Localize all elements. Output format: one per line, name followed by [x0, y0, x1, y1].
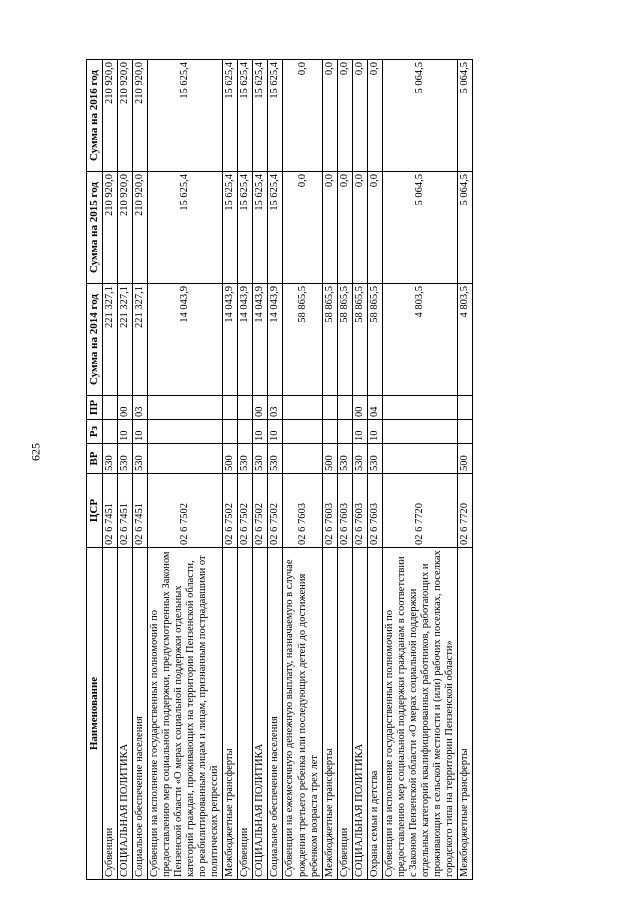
cell-name: Межбюджетные трансферты	[223, 548, 238, 880]
cell-rz	[102, 420, 117, 444]
cell-name: Субвенции	[238, 548, 253, 880]
cell-csr: 02 6 7502	[147, 474, 222, 548]
cell-sum-2014: 58 865,5	[367, 284, 382, 396]
cell-csr: 02 6 7603	[322, 474, 337, 548]
header-rz: Рз	[87, 420, 103, 444]
cell-sum-2014: 14 043,9	[268, 284, 283, 396]
cell-vr: 530	[337, 444, 352, 474]
cell-pr: 03	[132, 396, 147, 420]
cell-vr	[147, 444, 222, 474]
cell-sum-2015: 15 625,4	[253, 172, 268, 284]
cell-name: Охрана семьи и детства	[367, 548, 382, 880]
table-row	[352, 60, 367, 880]
cell-name: Социальное обеспечение населения	[268, 548, 283, 880]
cell-pr: 04	[367, 396, 382, 420]
cell-vr: 530	[253, 444, 268, 474]
cell-sum-2014: 58 865,5	[352, 284, 367, 396]
cell-sum-2016: 15 625,4	[223, 60, 238, 172]
cell-pr	[147, 396, 222, 420]
cell-sum-2015: 210 920,0	[117, 172, 132, 284]
cell-sum-2014: 58 865,5	[337, 284, 352, 396]
cell-sum-2016: 15 625,4	[238, 60, 253, 172]
cell-vr: 530	[102, 444, 117, 474]
cell-rz: 10	[253, 420, 268, 444]
table-row	[458, 60, 473, 880]
table-row	[322, 60, 337, 880]
cell-rz: 10	[132, 420, 147, 444]
cell-sum-2016: 15 625,4	[147, 60, 222, 172]
cell-sum-2015: 210 920,0	[132, 172, 147, 284]
table-row	[132, 60, 147, 880]
cell-csr: 02 6 7451	[132, 474, 147, 548]
header-sum-2016: Сумма на 2016 год	[87, 60, 103, 172]
cell-vr: 530	[268, 444, 283, 474]
cell-sum-2015: 0,0	[337, 172, 352, 284]
table-row	[102, 60, 117, 880]
cell-pr: 03	[268, 396, 283, 420]
table-row	[117, 60, 132, 880]
cell-rz	[223, 420, 238, 444]
budget-table	[86, 59, 473, 880]
cell-pr	[322, 396, 337, 420]
cell-sum-2014: 58 865,5	[283, 284, 322, 396]
cell-sum-2016: 15 625,4	[268, 60, 283, 172]
cell-name: Субвенции	[102, 548, 117, 880]
cell-pr: 00	[117, 396, 132, 420]
cell-pr	[283, 396, 322, 420]
table-header-row	[87, 60, 103, 880]
cell-name: Социальное обеспечение населения	[132, 548, 147, 880]
cell-csr: 02 6 7603	[283, 474, 322, 548]
cell-sum-2016: 5 064,5	[382, 60, 457, 172]
cell-rz	[458, 420, 473, 444]
cell-pr	[238, 396, 253, 420]
cell-sum-2014: 221 327,1	[117, 284, 132, 396]
cell-csr: 02 6 7451	[102, 474, 117, 548]
cell-rz	[382, 420, 457, 444]
table-body	[102, 60, 473, 880]
cell-pr: 00	[253, 396, 268, 420]
cell-csr: 02 6 7451	[117, 474, 132, 548]
cell-sum-2014: 14 043,9	[223, 284, 238, 396]
header-vr: ВР	[87, 444, 103, 474]
table-row	[147, 60, 222, 880]
cell-name: Субвенции на ежемесячную денежную выплату, назначаемую в случае рождения третьего ребенка или последующих детей до достижения ребенком возраста трех лет	[283, 548, 322, 880]
cell-sum-2015: 210 920,0	[102, 172, 117, 284]
cell-sum-2015: 15 625,4	[147, 172, 222, 284]
cell-vr: 500	[223, 444, 238, 474]
cell-sum-2014: 14 043,9	[238, 284, 253, 396]
table-row	[253, 60, 268, 880]
cell-sum-2016: 210 920,0	[102, 60, 117, 172]
page-number: 625	[28, 443, 43, 461]
cell-vr: 530	[367, 444, 382, 474]
cell-rz	[283, 420, 322, 444]
cell-name: Субвенции	[337, 548, 352, 880]
cell-rz: 10	[117, 420, 132, 444]
table-row	[238, 60, 253, 880]
cell-sum-2016: 0,0	[337, 60, 352, 172]
cell-vr: 530	[352, 444, 367, 474]
cell-name: Субвенции на исполнение государственных полномочий по предоставлению мер социальной поддержки, предусмотренных Законом Пензенской области «О мерах социальной поддержки отдельных категорий граждан, проживающих на территории Пензенской области, по реабилитированным лицам и лицам, признанным пострадавшими от политических репрессий	[147, 548, 222, 880]
table-row	[283, 60, 322, 880]
cell-rz: 10	[367, 420, 382, 444]
cell-sum-2015: 0,0	[352, 172, 367, 284]
cell-sum-2014: 4 803,5	[458, 284, 473, 396]
header-sum-2015: Сумма на 2015 год	[87, 172, 103, 284]
cell-sum-2015: 0,0	[322, 172, 337, 284]
cell-sum-2014: 58 865,5	[322, 284, 337, 396]
table-row	[223, 60, 238, 880]
cell-csr: 02 6 7720	[458, 474, 473, 548]
cell-sum-2016: 210 920,0	[132, 60, 147, 172]
cell-vr: 530	[238, 444, 253, 474]
cell-name: СОЦИАЛЬНАЯ ПОЛИТИКА	[117, 548, 132, 880]
cell-sum-2015: 5 064,5	[458, 172, 473, 284]
cell-vr	[283, 444, 322, 474]
cell-pr	[102, 396, 117, 420]
cell-sum-2015: 5 064,5	[382, 172, 457, 284]
cell-csr: 02 6 7603	[367, 474, 382, 548]
cell-vr: 530	[117, 444, 132, 474]
cell-name: Межбюджетные трансферты	[322, 548, 337, 880]
cell-name: СОЦИАЛЬНАЯ ПОЛИТИКА	[352, 548, 367, 880]
cell-pr	[458, 396, 473, 420]
cell-sum-2014: 14 043,9	[147, 284, 222, 396]
cell-name: Межбюджетные трансферты	[458, 548, 473, 880]
cell-sum-2016: 0,0	[322, 60, 337, 172]
table-row	[367, 60, 382, 880]
header-name: Наименование	[87, 548, 103, 880]
cell-csr: 02 6 7720	[382, 474, 457, 548]
cell-vr: 530	[132, 444, 147, 474]
cell-name: СОЦИАЛЬНАЯ ПОЛИТИКА	[253, 548, 268, 880]
cell-rz: 10	[268, 420, 283, 444]
cell-name: Субвенции на исполнение государственных полномочий по предоставлению мер социальной поддержки гражданам в соответствии с Законом Пензенской области «О мерах социальной поддержки отдельных категорий квалифицированных работников, работающих и проживающих в сельской местности и (или) рабочих поселках, поселках городского типа на территории Пензенской области»	[382, 548, 457, 880]
cell-sum-2014: 4 803,5	[382, 284, 457, 396]
cell-pr	[382, 396, 457, 420]
cell-csr: 02 6 7502	[223, 474, 238, 548]
cell-csr: 02 6 7603	[352, 474, 367, 548]
cell-rz	[238, 420, 253, 444]
cell-rz	[322, 420, 337, 444]
cell-sum-2015: 15 625,4	[268, 172, 283, 284]
table-row	[337, 60, 352, 880]
cell-pr: 00	[352, 396, 367, 420]
cell-sum-2015: 15 625,4	[223, 172, 238, 284]
cell-pr	[223, 396, 238, 420]
header-csr: ЦСР	[87, 474, 103, 548]
cell-sum-2016: 15 625,4	[253, 60, 268, 172]
cell-sum-2015: 0,0	[367, 172, 382, 284]
cell-sum-2016: 210 920,0	[117, 60, 132, 172]
cell-sum-2016: 5 064,5	[458, 60, 473, 172]
header-pr: ПР	[87, 396, 103, 420]
cell-sum-2016: 0,0	[283, 60, 322, 172]
cell-vr	[382, 444, 457, 474]
cell-csr: 02 6 7603	[337, 474, 352, 548]
cell-rz: 10	[352, 420, 367, 444]
cell-vr: 500	[458, 444, 473, 474]
cell-sum-2015: 0,0	[283, 172, 322, 284]
table-row	[382, 60, 457, 880]
cell-sum-2016: 0,0	[352, 60, 367, 172]
cell-rz	[337, 420, 352, 444]
cell-sum-2014: 221 327,1	[102, 284, 117, 396]
cell-sum-2016: 0,0	[367, 60, 382, 172]
rotated-page-content	[86, 60, 554, 880]
cell-csr: 02 6 7502	[268, 474, 283, 548]
cell-sum-2014: 221 327,1	[132, 284, 147, 396]
cell-rz	[147, 420, 222, 444]
header-sum-2014: Сумма на 2014 год	[87, 284, 103, 396]
cell-csr: 02 6 7502	[253, 474, 268, 548]
table-row	[268, 60, 283, 880]
cell-pr	[337, 396, 352, 420]
cell-sum-2015: 15 625,4	[238, 172, 253, 284]
cell-vr: 500	[322, 444, 337, 474]
cell-csr: 02 6 7502	[238, 474, 253, 548]
cell-sum-2014: 14 043,9	[253, 284, 268, 396]
